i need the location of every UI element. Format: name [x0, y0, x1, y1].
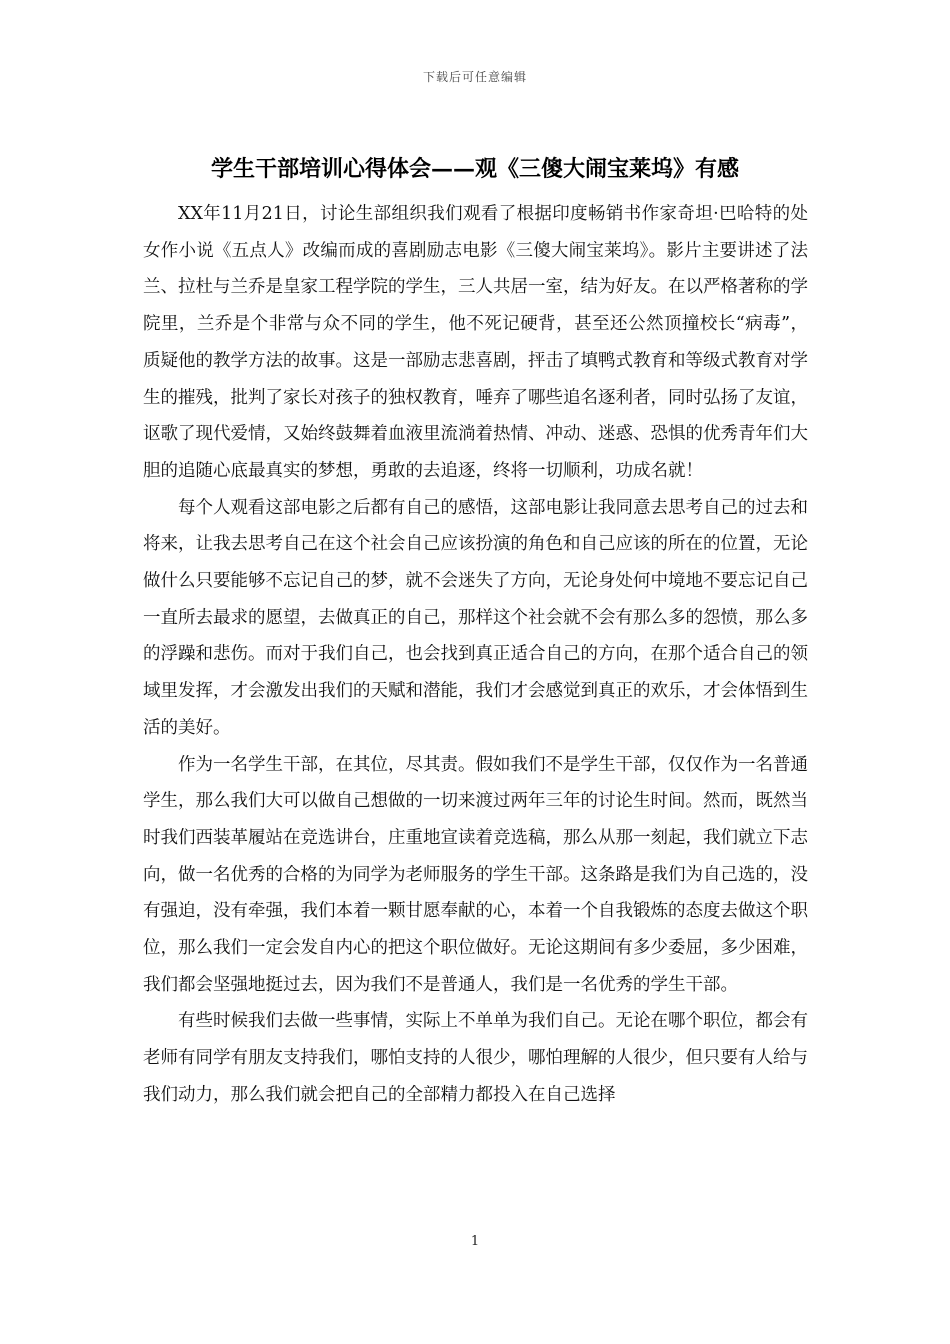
- paragraph-3: 作为一名学生干部，在其位，尽其责。假如我们不是学生干部，仅仅作为一名普通学生，那么我们大可以做自己想做的一切来渡过两年三年的讨论生时间。然而，既然当时我们西装革履站在竞选讲台，庄重地宣读着竞选稿，那么从那一刻起，我们就立下志向，做一名优秀的合格的为同学为老师服务的学生干部。这条路是我们为自己选的，没有强迫，没有牵强，我们本着一颗甘愿奉献的心，本着一个自我锻炼的态度去做这个职位，那么我们一定会发自内心的把这个职位做好。无论这期间有多少委屈，多少困难，我们都会坚强地挺过去，因为我们不是普通人，我们是一名优秀的学生干部。: [143, 754, 808, 995]
- document-title: 学生干部培训心得体会——观《三傻大闹宝莱坞》有感: [210, 156, 739, 182]
- page-number: 1: [470, 1234, 480, 1249]
- document-body: [143, 196, 808, 1114]
- paragraph-2: 每个人观看这部电影之后都有自己的感悟，这部电影让我同意去思考自己的过去和将来，让我去思考自己在这个社会自己应该扮演的角色和自己应该的所在的位置，无论做什么只要能够不忘记自己的梦，就不会迷失了方向，无论身处何中境地不要忘记自己一直所去最求的愿望，去做真正的自己，那样这个社会就不会有那么多的怨愤，那么多的浮躁和悲伤。而对于我们自己，也会找到真正适合自己的方向，在那个适合自己的领域里发挥，才会激发出我们的天赋和潜能，我们才会感觉到真正的欢乐，才会体悟到生活的美好。: [143, 497, 808, 738]
- paragraph-1: XX年11月21日，讨论生部组织我们观看了根据印度畅销书作家奇坦·巴哈特的处女作小说《五点人》改编而成的喜剧励志电影《三傻大闹宝莱坞》。影片主要讲述了法兰、拉杜与兰乔是皇家工程学院的学生，三人共居一室，结为好友。在以严格著称的学院里，兰乔是个非常与众不同的学生，他不死记硬背，甚至还公然顶撞校长“病毒”，质疑他的教学方法的故事。这是一部励志悲喜剧，抨击了填鸭式教育和等级式教育对学生的摧残，批判了家长对孩子的独权教育，唾弃了哪些追名逐利者，同时弘扬了友谊，讴歌了现代爱情，又始终鼓舞着血液里流淌着热情、冲动、迷惑、恐惧的优秀青年们大胆的追随心底最真实的梦想，勇敢的去追逐，终将一切顺利，功成名就！: [143, 204, 808, 481]
- header-note: 下载后可任意编辑: [422, 70, 527, 84]
- paragraph-4: 有些时候我们去做一些事情，实际上不单单为我们自己。无论在哪个职位，都会有老师有同学有朋友支持我们，哪怕支持的人很少，哪怕理解的人很少，但只要有人给与我们动力，那么我们就会把自己的全部精力都投入在自己选择: [143, 1011, 808, 1105]
